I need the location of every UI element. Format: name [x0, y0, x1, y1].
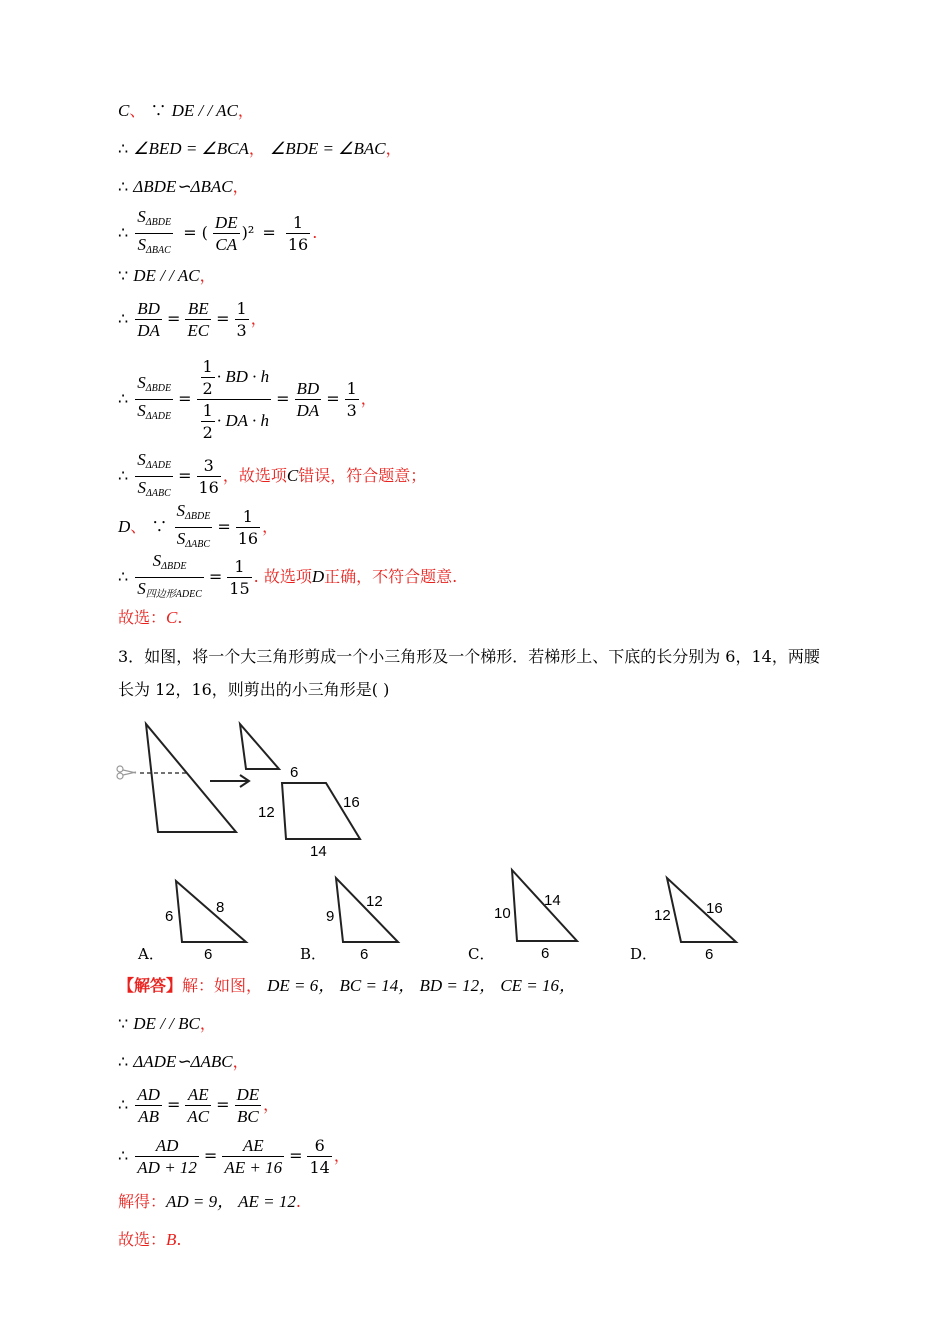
- fraction-half-products: $\frac{1}{2}$ · BD · h $\frac{1}{2}$ · DA · h: [197, 356, 272, 443]
- fraction-ae-ac: $\frac{AE}{AC}$: [187, 1085, 210, 1126]
- line-similar: [118, 177, 249, 197]
- line-area-ratio: ∴ $\frac{S_{\Delta BDE}}{S_{\Delta ADE}}$ = $\frac{1}{2}$ · BD · h $\frac{1}{2}$ · DA · h = $\frac{BD}{DA}$ = $\frac{1}{3}$ ，: [118, 357, 377, 442]
- trap-top-label: 6: [290, 764, 299, 781]
- trap-left-label: 12: [258, 804, 275, 821]
- big-triangle: [146, 724, 236, 832]
- option-letter: B．: [300, 945, 327, 963]
- fraction-de-bc: $\frac{DE}{BC}$: [236, 1085, 260, 1126]
- comma: ，: [237, 101, 254, 120]
- arrow-icon: [210, 775, 249, 787]
- side-base: 6: [360, 946, 369, 963]
- side-hyp: 14: [544, 892, 561, 909]
- side-base: 6: [541, 945, 550, 962]
- squared: )²: [241, 223, 255, 242]
- line-d-right: ∴ $\frac{S_{\Delta BDE}}{S_{四边形ADEC}}$ = $\frac{1}{15}$ . 故选项D正确，不符合题意.: [118, 550, 457, 605]
- fraction-s-bde-quad: $\frac{S_{\Delta BDE}}{S_{四边形ADEC}}$: [137, 551, 202, 600]
- fraction-bd-da: $\frac{BD}{DA}$: [296, 379, 320, 420]
- fraction-ae-ae16: $\frac{AE}{AE + 16}$: [224, 1136, 283, 1177]
- fraction-1-16: $\frac{1}{16}$: [287, 213, 309, 254]
- option-b: [296, 865, 426, 965]
- angle-eq-2: ∠BDE = ∠BAC: [270, 139, 386, 158]
- answer-line-1: ∵ DE / / BC，: [118, 1014, 216, 1033]
- therefore-symbol: ∴: [118, 223, 129, 242]
- comma: ，: [232, 177, 249, 196]
- line-choose-c: 故选：C.: [118, 608, 183, 627]
- answer-tag: 【解答】: [118, 976, 183, 995]
- triangle-d: [667, 878, 736, 942]
- option-c: [464, 865, 594, 965]
- side-left: 6: [165, 908, 174, 925]
- line-angles: [118, 139, 402, 159]
- answer-header: 【解答】解：如图， DE = 6， BC = 14， BD = 12， CE = 16，: [118, 976, 577, 995]
- answer-line-3: ∴ $\frac{AD}{AB}$ = $\frac{AE}{AC}$ = $\frac{DE}{BC}$ ，: [118, 1085, 280, 1126]
- option-d: [626, 865, 756, 965]
- option-a: [134, 865, 264, 965]
- sep: 、: [129, 101, 146, 120]
- fraction-s-bde-ade: $\frac{S_{\Delta BDE}}{S_{\Delta ADE}}$: [137, 373, 172, 422]
- triangle-a: [176, 881, 246, 942]
- triangle-b: [336, 878, 398, 942]
- option-letter: C．: [468, 945, 495, 963]
- fraction-ad-ab: $\frac{AD}{AB}$: [137, 1085, 160, 1126]
- line-c-wrong: ∴ $\frac{S_{\Delta ADE}}{S_{\Delta ABC}}$ = $\frac{3}{16}$ ，故选项C错误，符合题意；: [118, 449, 426, 504]
- fraction-de-ca: $\frac{DE}{CA}$: [214, 213, 238, 254]
- conclusion-text: . 故选项: [253, 567, 312, 586]
- answer-line-4: ∴ $\frac{AD}{AD + 12}$ = $\frac{AE}{AE + 16}$ = $\frac{6}{14}$ ，: [118, 1136, 350, 1177]
- option-letter: A．: [138, 945, 164, 963]
- question-line-2: 长为 12，16，则剪出的小三角形是( ): [118, 680, 390, 699]
- question-line-1: 3．如图，将一个大三角形剪成一个小三角形及一个梯形．若梯形上、下底的长分别为 6，14，两腰: [118, 647, 820, 666]
- answer-line-6: 故选：B.: [118, 1230, 182, 1249]
- side-left: 12: [654, 907, 671, 924]
- trapezoid: [282, 783, 360, 839]
- question-3: [118, 640, 838, 706]
- fraction-1-3: $\frac{1}{3}$: [236, 299, 247, 340]
- small-triangle: [240, 724, 279, 769]
- option-c-label: C: [118, 101, 130, 120]
- line-d: D、 ∵ $\frac{S_{\Delta BDE}}{S_{\Delta ABC}}$ = $\frac{1}{16}$ ，: [118, 500, 278, 555]
- therefore-symbol: ∴: [118, 466, 129, 485]
- trap-right-label: 16: [343, 794, 360, 811]
- side-left: 9: [326, 908, 335, 925]
- sep: ，: [248, 139, 265, 158]
- line-de-ac: [118, 266, 216, 286]
- fraction-1-15: $\frac{1}{15}$: [229, 557, 250, 598]
- fraction-ad-ad12: $\frac{AD}{AD + 12}$: [137, 1136, 197, 1177]
- similar-expr: ΔBDE∽ΔBAC: [133, 177, 233, 196]
- option-d-label: D: [118, 517, 131, 536]
- scissors-icon: [117, 766, 136, 779]
- therefore-symbol: ∴: [118, 139, 129, 158]
- line-ratio-squared: ∴ $\frac{S_{\Delta BDE}}{S_{\Delta BAC}}$ = ( $\frac{DE}{CA}$ )² = $\frac{1}{16}$ .: [118, 206, 317, 261]
- fraction-3-16: $\frac{3}{16}$: [198, 456, 219, 497]
- therefore-symbol: ∴: [118, 389, 129, 408]
- fraction-1-3: $\frac{1}{3}$: [346, 379, 357, 420]
- because-symbol: ∵: [150, 101, 167, 120]
- fraction-s-bde-abc: $\frac{S_{\Delta BDE}}{S_{\Delta ABC}}$: [176, 501, 211, 550]
- angle-eq-1: ∠BED = ∠BCA: [133, 139, 249, 158]
- side-hyp: 12: [366, 893, 383, 910]
- answer-line-2: ∴ ΔADE∽ΔABC，: [118, 1052, 249, 1071]
- line-bd-da: ∴ $\frac{BD}{DA}$ = $\frac{BE}{EC}$ = $\frac{1}{3}$ ，: [118, 299, 267, 340]
- side-hyp: 16: [706, 900, 723, 917]
- fraction-1-16: $\frac{1}{16}$: [237, 507, 259, 548]
- side-base: 6: [705, 946, 714, 963]
- eq: = (: [183, 223, 208, 242]
- fraction-6-14: $\frac{6}{14}$: [309, 1136, 330, 1177]
- conclusion-text: ，故选项: [222, 466, 287, 485]
- expr: DE / / AC: [171, 101, 238, 120]
- comma: ，: [385, 139, 402, 158]
- trap-bottom-label: 14: [310, 843, 327, 860]
- therefore-symbol: ∴: [118, 177, 129, 196]
- comma: ，: [199, 266, 216, 285]
- line-c-intro: [118, 101, 254, 121]
- answer-line-5: 解得：AD = 9， AE = 12.: [118, 1192, 301, 1211]
- option-letter: D．: [630, 945, 658, 963]
- side-base: 6: [204, 946, 213, 963]
- cut-figure: [112, 718, 412, 868]
- fraction-s-ade-abc: $\frac{S_{\Delta ADE}}{S_{\Delta ABC}}$: [137, 450, 172, 499]
- because-symbol: ∵: [118, 266, 129, 285]
- fraction-bd-da: $\frac{BD}{DA}$: [137, 299, 160, 340]
- side-left: 10: [494, 905, 511, 922]
- side-hyp: 8: [216, 899, 225, 916]
- fraction-s-bde-bac: $\frac{S_{\Delta BDE}}{S_{\Delta BAC}}$: [137, 207, 172, 256]
- therefore-symbol: ∴: [118, 309, 129, 328]
- expr: DE / / AC: [133, 266, 200, 285]
- given-values: DE = 6， BC = 14， BD = 12， CE = 16，: [267, 976, 577, 995]
- fraction-be-ec: $\frac{BE}{EC}$: [187, 299, 210, 340]
